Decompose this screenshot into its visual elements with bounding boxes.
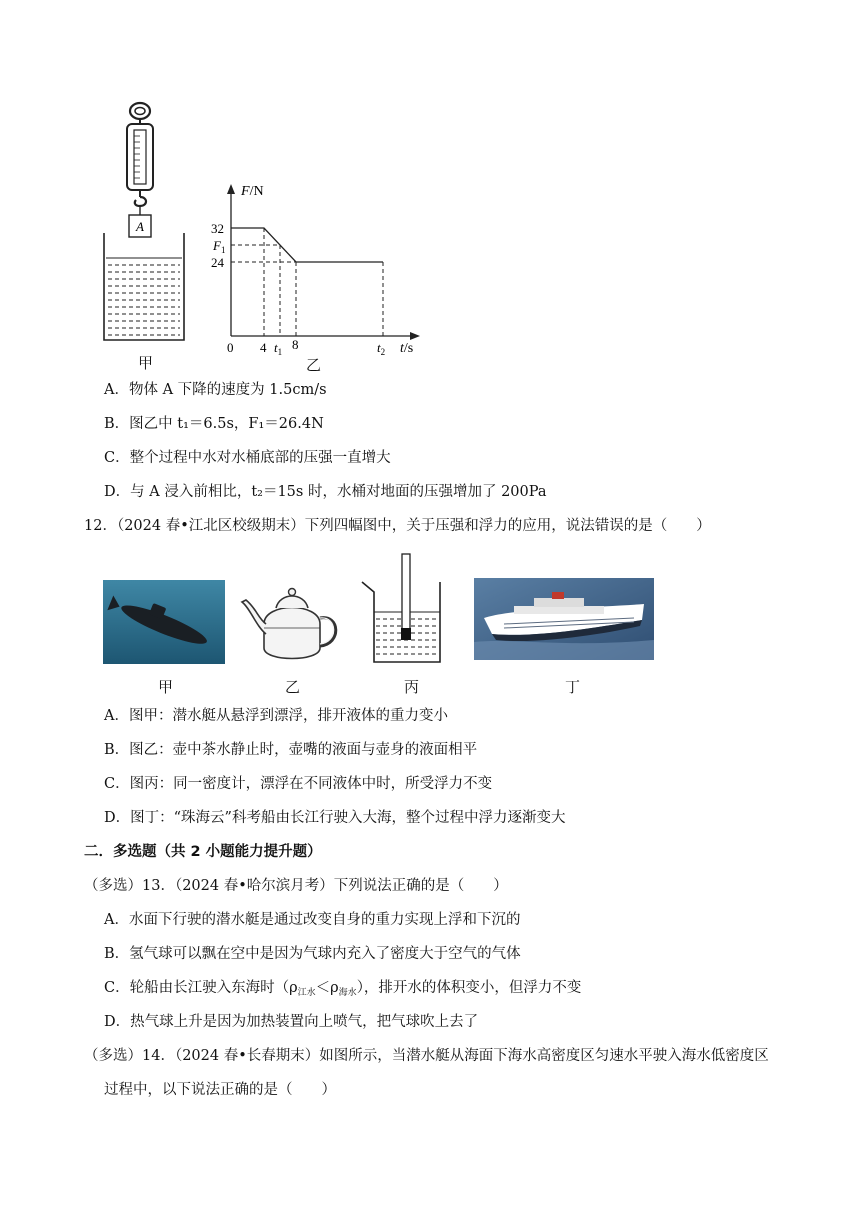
- q13-option-d: D．热气球上升是因为加热装置向上喷气，把气球吹上去了: [104, 1014, 479, 1030]
- y-axis-label: F/N: [241, 184, 264, 199]
- q12-option-b: B．图乙：壶中茶水静止时，壶嘴的液面与壶身的液面相平: [104, 742, 478, 758]
- hydrometer-beaker: [358, 552, 458, 666]
- q11-option-b: B．图乙中 t₁＝6.5s，F₁＝26.4N: [104, 416, 324, 432]
- section-heading-multiple-choice: 二．多选题（共 2 小题能力提升题）: [84, 844, 322, 860]
- x-tick-4: 4: [260, 340, 267, 355]
- q12-caption-yi: 乙: [285, 678, 301, 696]
- q12-caption-ding: 丁: [565, 678, 581, 696]
- q13-option-a: A．水面下行驶的潜水艇是通过改变自身的重力实现上浮和下沉的: [104, 912, 521, 928]
- q12-caption-bing: 丙: [404, 678, 420, 696]
- water-bucket: [104, 233, 184, 340]
- q12-option-d: D．图丁：“珠海云”科考船由长江行驶入大海，整个过程中浮力逐渐变大: [104, 810, 566, 826]
- y-tick-32: 32: [211, 221, 224, 236]
- q13-stem: （多选）13．（2024 春•哈尔滨月考）下列说法正确的是（ ）: [84, 878, 508, 894]
- q12-caption-jia: 甲: [158, 678, 174, 696]
- q12-option-a: A．图甲：潜水艇从悬浮到漂浮，排开液体的重力变小: [104, 708, 448, 724]
- x-tick-8: 8: [292, 337, 299, 352]
- q11-option-d: D．与 A 浸入前相比，t₂＝15s 时，水桶对地面的压强增加了 200Pa: [104, 484, 547, 500]
- q11-figure: [96, 100, 436, 380]
- force-time-graph: [211, 184, 420, 357]
- block-a-label: A: [136, 219, 144, 234]
- figure-caption-yi: 乙: [306, 356, 322, 374]
- x-tick-0: 0: [227, 340, 234, 355]
- q14-stem-line1: （多选）14．（2024 春•长春期末）如图所示，当潜水艇从海面下海水高密度区匀速水平驶入海水低密度区: [84, 1048, 769, 1064]
- research-ship-image: [474, 578, 654, 660]
- teapot-icon: [240, 578, 344, 666]
- q14-stem-line2: 过程中，以下说法正确的是（ ）: [104, 1082, 336, 1098]
- submarine-image: [103, 580, 225, 664]
- q11-option-a: A．物体 A 下降的速度为 1.5cm/s: [104, 382, 327, 398]
- q12-stem: 12．（2024 春•江北区校级期末）下列四幅图中，关于压强和浮力的应用，说法错误的是（ ）: [84, 518, 711, 534]
- figure-caption-jia: 甲: [138, 354, 154, 372]
- q11-option-c: C．整个过程中水对水桶底部的压强一直增大: [104, 450, 391, 466]
- x-axis-label: t/s: [400, 341, 414, 356]
- x-tick-t1: $t_1$: [274, 340, 283, 357]
- y-tick-24: 24: [211, 255, 224, 270]
- q13-option-b: B．氢气球可以飘在空中是因为气球内充入了密度大于空气的气体: [104, 946, 521, 962]
- y-tick-f1: $F_1$: [213, 238, 226, 255]
- q12-option-c: C．图丙：同一密度计，漂浮在不同液体中时，所受浮力不变: [104, 776, 493, 792]
- q13-option-c: C．轮船由长江驶入东海时$(\rho_{江水}<\rho_{海水})$，排开水的体积变小，但浮力不变: [104, 980, 582, 998]
- x-tick-t2: $t_2$: [377, 340, 386, 357]
- spring-scale-icon: [127, 103, 153, 215]
